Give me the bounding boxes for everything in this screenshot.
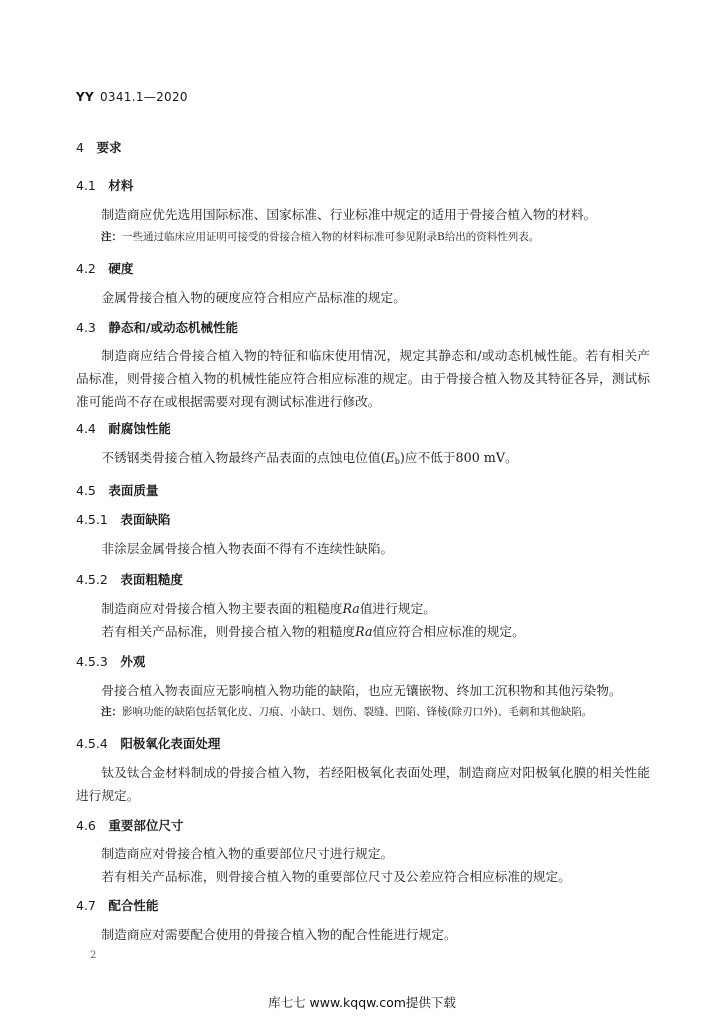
section-title: 表面缺陷 <box>120 512 171 527</box>
section-title: 表面质量 <box>108 483 159 498</box>
note-text: 影响功能的缺陷包括氧化皮、刀痕、小缺口、划伤、裂缝、凹陷、锋棱(除刃口外)、毛刺和其他缺陷。 <box>122 706 593 718</box>
body-paragraph <box>76 620 650 643</box>
paragraph-text: 值进行规定。 <box>359 601 436 616</box>
section-title: 要求 <box>96 140 122 155</box>
pitting-potential-subscript: b <box>394 457 400 466</box>
body-paragraph: 金属骨接合植入物的硬度应符合相应产品标准的规定。 <box>101 290 406 305</box>
roughness-symbol: Ra <box>342 601 360 616</box>
section-number: 4.5.1 <box>76 512 108 527</box>
section-heading-4-5-3 <box>76 650 145 673</box>
note-text: 一些通过临床应用证明可接受的骨接合植入物的材料标准可参见附录B给出的资料性列表。 <box>122 231 540 243</box>
section-title: 材料 <box>108 178 134 193</box>
section-number: 4.4 <box>76 421 96 436</box>
note <box>101 226 539 249</box>
section-heading-4-1 <box>76 174 133 197</box>
section-title: 外观 <box>120 654 146 669</box>
section-heading-4-2 <box>76 257 133 280</box>
paragraph-text: 若有相关产品标准，则骨接合植入物的粗糙度 <box>101 624 356 639</box>
section-heading-4-5-1 <box>76 508 170 531</box>
paragraph-text: )应不低于800 mV。 <box>399 450 518 465</box>
body-paragraph <box>76 446 650 469</box>
page-number: 2 <box>90 950 97 961</box>
note <box>101 701 592 724</box>
standard-prefix: YY <box>76 90 94 104</box>
body-paragraph: 钛及钛合金材料制成的骨接合植入物，若经阳极氧化表面处理，制造商应对阳极氧化膜的相关性能进行规定。 <box>76 765 650 803</box>
section-heading-4-5-4 <box>76 732 220 755</box>
body-paragraph: 若有相关产品标准，则骨接合植入物的重要部位尺寸及公差应符合相应标准的规定。 <box>101 869 571 884</box>
section-heading-4-5-2 <box>76 568 183 591</box>
section-number: 4.3 <box>76 320 96 335</box>
section-heading-4-5 <box>76 479 158 502</box>
section-title: 耐腐蚀性能 <box>108 421 171 436</box>
download-footer: 库七七 www.kqqw.com提供下载 <box>268 995 456 1010</box>
section-heading-4-7 <box>76 894 158 917</box>
note-label: 注： <box>101 706 122 718</box>
section-title: 表面粗糙度 <box>120 572 183 587</box>
section-title: 静态和/或动态机械性能 <box>108 320 238 335</box>
section-number: 4.5.3 <box>76 654 108 669</box>
section-title: 硬度 <box>108 261 134 276</box>
paragraph-text: 不锈钢类骨接合植入物最终产品表面的点蚀电位值( <box>101 450 386 465</box>
section-title: 重要部位尺寸 <box>108 818 184 833</box>
section-title: 阳极氧化表面处理 <box>120 736 221 751</box>
section-heading-4 <box>76 136 121 159</box>
body-paragraph: 骨接合植入物表面应无影响植入物功能的缺陷，也应无镶嵌物、终加工沉积物和其他污染物。 <box>101 683 622 698</box>
section-title: 配合性能 <box>108 898 159 913</box>
body-paragraph: 制造商应对需要配合使用的骨接合植入物的配合性能进行规定。 <box>101 927 457 942</box>
section-number: 4.7 <box>76 898 96 913</box>
body-paragraph <box>76 597 650 620</box>
section-number: 4.5.4 <box>76 736 108 751</box>
body-paragraph: 制造商应优先选用国际标准、国家标准、行业标准中规定的适用于骨接合植入物的材料。 <box>101 207 597 222</box>
section-number: 4.6 <box>76 818 96 833</box>
section-number: 4 <box>76 140 84 155</box>
body-paragraph: 制造商应对骨接合植入物的重要部位尺寸进行规定。 <box>101 846 394 861</box>
section-number: 4.5.2 <box>76 572 108 587</box>
paragraph-text: 值应符合相应标准的规定。 <box>372 624 525 639</box>
section-number: 4.1 <box>76 178 96 193</box>
note-label: 注： <box>101 231 122 243</box>
pitting-potential-symbol: E <box>385 450 395 465</box>
section-number: 4.2 <box>76 261 96 276</box>
body-paragraph: 非涂层金属骨接合植入物表面不得有不连续性缺陷。 <box>101 541 394 556</box>
paragraph-text: 制造商应对骨接合植入物主要表面的粗糙度 <box>101 601 343 616</box>
body-paragraph: 制造商应结合骨接合植入物的特征和临床使用情况，规定其静态和/或动态机械性能。若有相关产品标准，则骨接合植入物的机械性能应符合相应标准的规定。由于骨接合植入物及其特征各异，测试标准可能尚不存在或根据需要对现有测试标准进行修改。 <box>76 348 650 409</box>
section-heading-4-6 <box>76 814 183 837</box>
section-number: 4.5 <box>76 483 96 498</box>
standard-code-header <box>76 86 188 108</box>
standard-number: 0341.1—2020 <box>99 90 188 104</box>
roughness-symbol: Ra <box>355 624 373 639</box>
section-heading-4-3 <box>76 316 238 339</box>
section-heading-4-4 <box>76 417 171 440</box>
